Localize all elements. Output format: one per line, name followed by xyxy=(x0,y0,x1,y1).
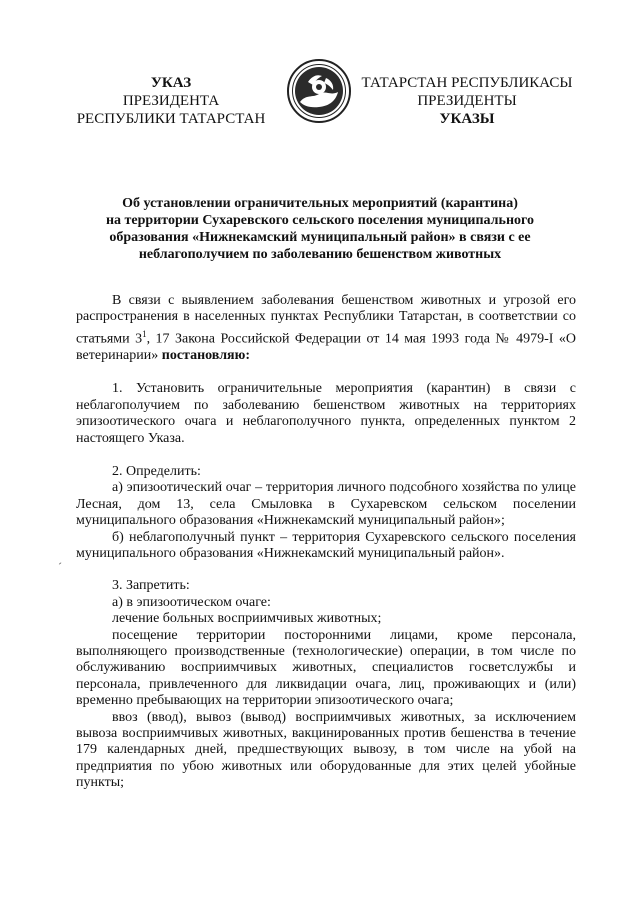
decree-title xyxy=(64,195,576,263)
title-line-2: на территории Сухаревского сельского поселения муниципального xyxy=(105,213,535,228)
paragraph-3-heading: 3. Запретить: xyxy=(112,578,190,594)
paragraph-1: 1. Установить ограничительные мероприятия (карантин) в связи с неблагополучием по заболеванию бешенством животных на территориях эпизоотического очага и неблагополучного пункта, определенных пунктом 2 настоящего Указа. xyxy=(76,381,576,446)
preamble-resolve: постановляю: xyxy=(161,347,250,363)
header-right-tt xyxy=(354,74,580,128)
header-left-line-3: РЕСПУБЛИКИ ТАТАРСТАН xyxy=(76,111,266,127)
preamble-text-after: , 17 Закона Российской Федерации от 14 мая 1993 года № 4979-I «О ветеринарии» xyxy=(76,331,576,363)
title-line-3: образования «Нижнекамский муниципальный район» в связи с ее xyxy=(109,230,531,245)
header-right-line-3: УКАЗЫ xyxy=(439,111,495,127)
header-left-line-2: ПРЕЗИДЕНТА xyxy=(122,93,220,109)
preamble-text-before: В связи с выявлением заболевания бешенством животных и угрозой его распространения в населенных пунктах Республики Татарстан, в соответствии со статьями 3 xyxy=(76,293,576,347)
coat-of-arms-icon xyxy=(286,58,352,124)
paragraph-3-item-2: посещение территории посторонними лицами, кроме персонала, выполняющего производственные (технологические) операции, в том числе по обслуживанию восприимчивых животных, специалистов госветслужбы и персонала, привлеченного для ликвидации очага, лиц, проживающих и (или) временно пребывающих на территории эпизоотического очага; xyxy=(76,627,576,709)
header-right-line-2: ПРЕЗИДЕНТЫ xyxy=(417,93,517,109)
paragraph-3-item-1: лечение больных восприимчивых животных; xyxy=(112,611,382,627)
paragraph-2-b: б) неблагополучный пункт – территория Сухаревского сельского поселения муниципального образования «Нижнекамский муниципальный район». xyxy=(76,529,576,561)
paragraph-2-a: а) эпизоотический очаг – территория личного подсобного хозяйства по улице Лесная, дом 13, села Смыловка в Сухаревском сельском поселении муниципального образования «Нижнекамский муниципальный район»; xyxy=(76,480,576,529)
header-left-ru xyxy=(66,74,276,128)
decree-body xyxy=(76,293,576,792)
preamble-superscript: 1 xyxy=(142,328,147,339)
paragraph-3-a: а) в эпизоотическом очаге: xyxy=(112,594,271,610)
header-right-line-1: ТАТАРСТАН РЕСПУБЛИКАСЫ xyxy=(361,75,573,91)
preamble-paragraph xyxy=(76,293,576,364)
header-left-line-1: УКАЗ xyxy=(150,75,192,91)
paragraph-3-item-3: ввоз (ввод), вывоз (вывод) восприимчивых животных, за исключением вывоза восприимчивых животных, вакцинированных против бешенства в течение 179 календарных дней, предшествующих вывозу, в том числе на убой на предприятия по убою животных или оборудованные для этих целей убойные пункты; xyxy=(76,709,576,791)
scan-mark: ˊ xyxy=(58,560,62,574)
paragraph-2-heading: 2. Определить: xyxy=(112,463,201,479)
title-line-1: Об установлении ограничительных мероприятий (карантина) xyxy=(122,196,518,211)
title-line-4: неблагополучием по заболеванию бешенством животных xyxy=(138,247,502,262)
